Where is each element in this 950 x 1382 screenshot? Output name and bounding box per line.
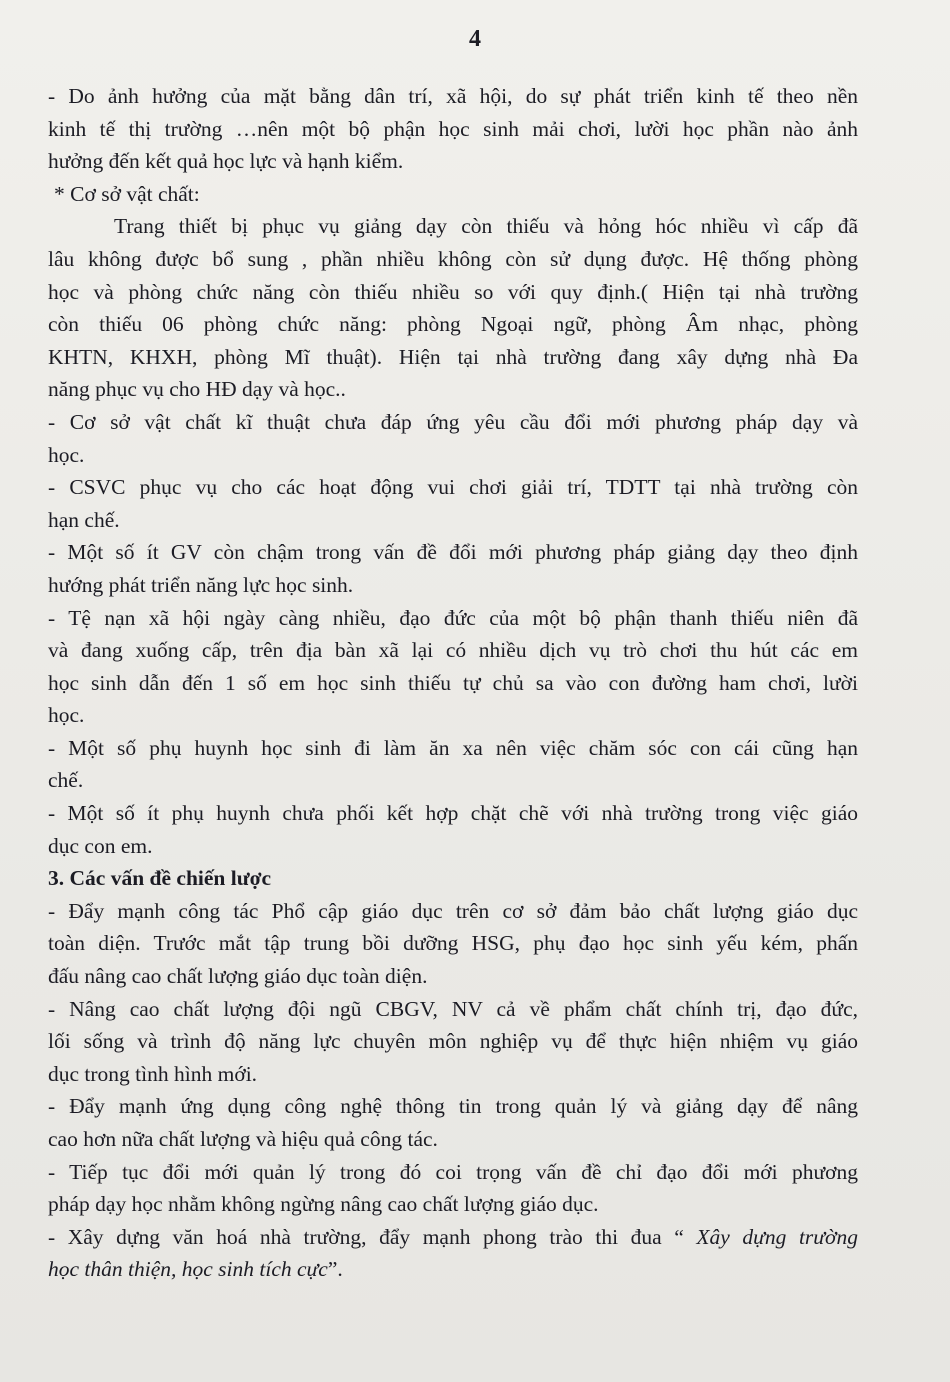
text-line: đấu nâng cao chất lượng giáo dục toàn diện. bbox=[48, 964, 428, 989]
final-line-1-plain: - Xây dựng văn hoá nhà trường, đẩy mạnh phong trào thi đua “ bbox=[48, 1224, 697, 1249]
text-line: và đang xuống cấp, trên địa bàn xã lại có nhiều dịch vụ trò chơi thu hút các em bbox=[48, 638, 858, 663]
document-body bbox=[48, 80, 858, 1286]
text-line: lối sống và trình độ năng lực chuyên môn nghiệp vụ để thực hiện nhiệm vụ giáo bbox=[48, 1029, 858, 1054]
text-line: còn thiếu 06 phòng chức năng: phòng Ngoại ngữ, phòng Âm nhạc, phòng bbox=[48, 312, 858, 337]
text-line: chế. bbox=[48, 768, 84, 793]
text-line: kinh tế thị trường …nên một bộ phận học sinh mải chơi, lười học phần nào ảnh bbox=[48, 116, 858, 141]
final-line-1-italic: Xây dựng trường bbox=[696, 1224, 858, 1249]
text-line: Trang thiết bị phục vụ giảng dạy còn thiếu và hỏng hóc nhiều vì cấp đã bbox=[114, 214, 858, 239]
text-line-final-1 bbox=[48, 1221, 858, 1254]
text-line: dục con em. bbox=[48, 833, 153, 858]
text-line: pháp dạy học nhằm không ngừng nâng cao chất lượng giáo dục. bbox=[48, 1192, 599, 1217]
text-line: - Do ảnh hưởng của mặt bằng dân trí, xã hội, do sự phát triển kinh tế theo nền bbox=[48, 84, 858, 108]
page-number: 4 bbox=[469, 26, 481, 52]
text-line: - Tệ nạn xã hội ngày càng nhiều, đạo đức của một bộ phận thanh thiếu niên đã bbox=[48, 605, 858, 630]
text-line: - Cơ sở vật chất kĩ thuật chưa đáp ứng yêu cầu đổi mới phương pháp dạy và bbox=[48, 409, 858, 434]
text-line: hạn chế. bbox=[48, 507, 120, 532]
text-lines bbox=[48, 80, 858, 1221]
text-line: học sinh dẫn đến 1 số em học sinh thiếu tự chủ sa vào con đường ham chơi, lười bbox=[48, 670, 858, 695]
text-line: * Cơ sở vật chất: bbox=[54, 181, 200, 206]
text-line: năng phục vụ cho HĐ dạy và học.. bbox=[48, 377, 346, 402]
text-line: dục trong tình hình mới. bbox=[48, 1061, 258, 1086]
text-line: - CSVC phục vụ cho các hoạt động vui chơi giải trí, TDTT tại nhà trường còn bbox=[48, 475, 858, 500]
text-line: KHTN, KHXH, phòng Mĩ thuật). Hiện tại nhà trường đang xây dựng nhà Đa bbox=[48, 344, 858, 369]
text-line: - Một số phụ huynh học sinh đi làm ăn xa nên việc chăm sóc con cái cũng hạn bbox=[48, 735, 858, 760]
text-line: - Tiếp tục đổi mới quản lý trong đó coi trọng vấn đề chỉ đạo đổi mới phương bbox=[48, 1159, 858, 1184]
text-line: - Nâng cao chất lượng đội ngũ CBGV, NV cả về phẩm chất chính trị, đạo đức, bbox=[48, 996, 858, 1021]
final-line-2-plain: ”. bbox=[327, 1257, 343, 1282]
section-heading: 3. Các vấn đề chiến lược bbox=[48, 866, 272, 891]
text-line: học và phòng chức năng còn thiếu nhiều so với quy định.( Hiện tại nhà trường bbox=[48, 279, 858, 304]
text-line: - Một số ít GV còn chậm trong vấn đề đổi mới phương pháp giảng dạy theo định bbox=[48, 540, 858, 565]
text-line: học. bbox=[48, 703, 85, 728]
text-line: toàn diện. Trước mắt tập trung bồi dưỡng HSG, phụ đạo học sinh yếu kém, phấn bbox=[48, 931, 858, 956]
text-line: hưởng đến kết quả học lực và hạnh kiểm. bbox=[48, 149, 404, 174]
text-line: - Một số ít phụ huynh chưa phối kết hợp chặt chẽ với nhà trường trong việc giáo bbox=[48, 801, 858, 826]
text-line: - Đẩy mạnh ứng dụng công nghệ thông tin trong quản lý và giảng dạy để nâng bbox=[48, 1094, 858, 1119]
final-line-2-italic: học thân thiện, học sinh tích cực bbox=[48, 1257, 328, 1282]
text-line: - Đẩy mạnh công tác Phổ cập giáo dục trên cơ sở đảm bảo chất lượng giáo dục bbox=[48, 898, 858, 923]
text-line-final-2 bbox=[48, 1253, 858, 1286]
text-line: lâu không được bổ sung , phần nhiều không còn sử dụng được. Hệ thống phòng bbox=[48, 246, 858, 271]
text-line: hướng phát triển năng lực học sinh. bbox=[48, 572, 354, 597]
text-line: học. bbox=[48, 442, 85, 467]
text-line: cao hơn nữa chất lượng và hiệu quả công tác. bbox=[48, 1127, 438, 1151]
